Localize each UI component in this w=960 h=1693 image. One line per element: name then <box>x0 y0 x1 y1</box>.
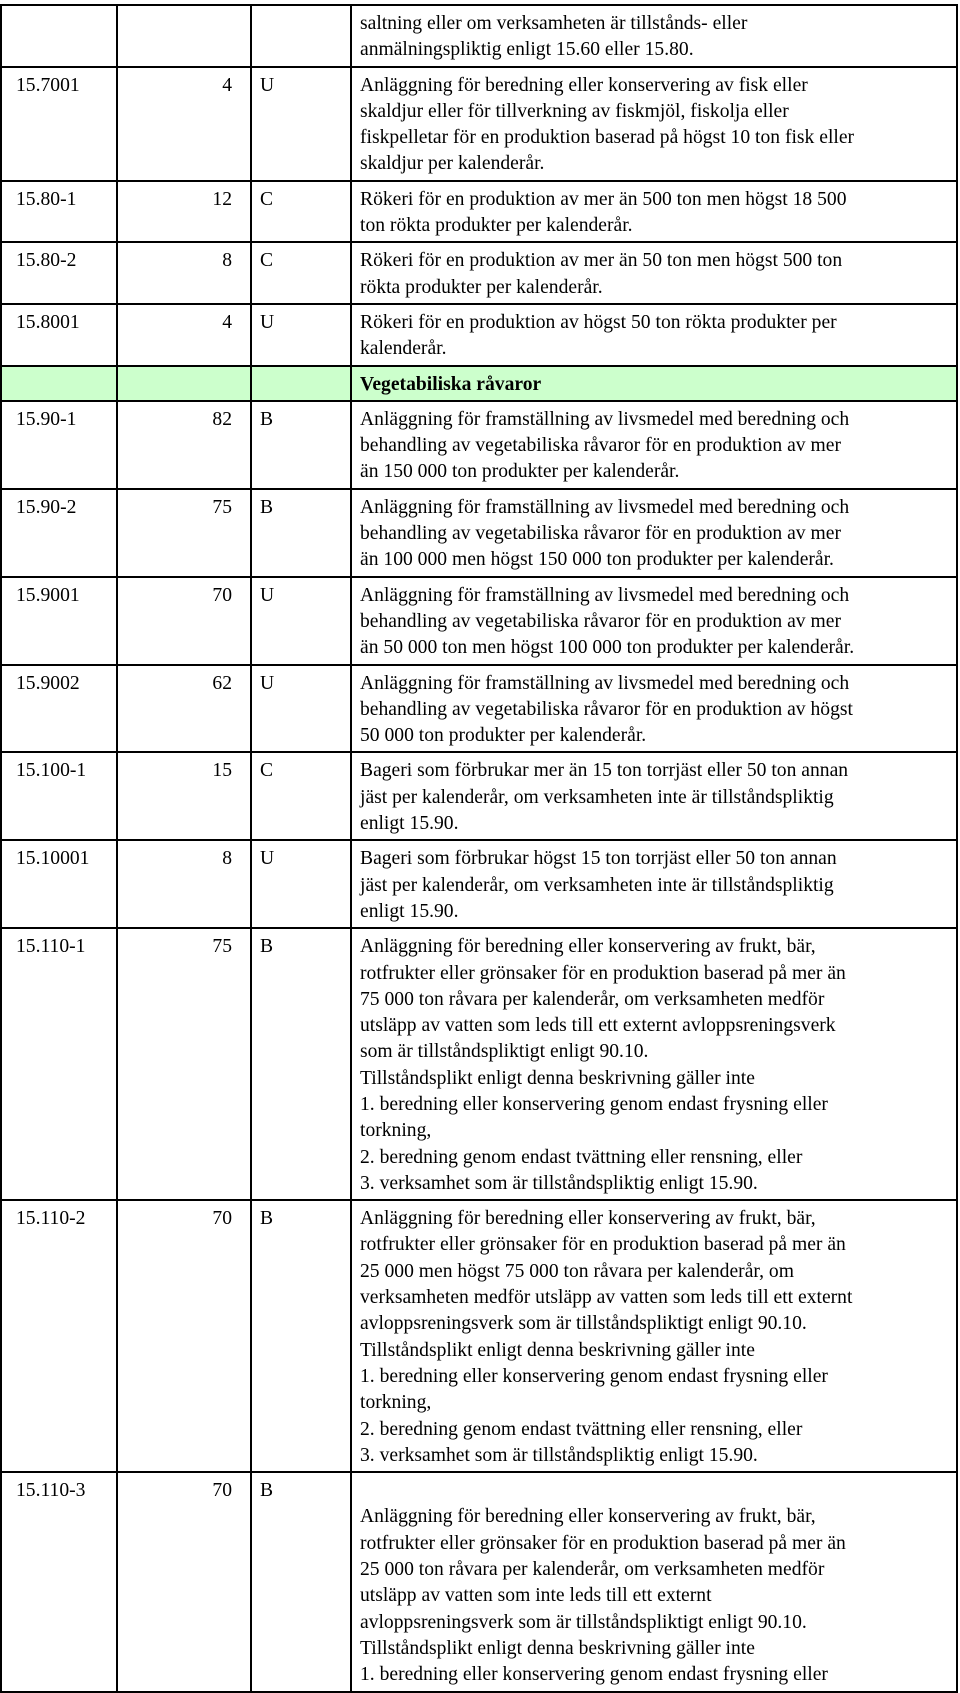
activity-number: 75 <box>117 489 251 577</box>
table-row <box>1 577 957 665</box>
activity-number: 4 <box>117 67 251 181</box>
activity-number: 82 <box>117 401 251 489</box>
activity-class: B <box>251 928 351 1200</box>
table-row <box>1 181 957 243</box>
activity-number: 75 <box>117 928 251 1200</box>
table-row <box>1 5 957 67</box>
table-row <box>1 304 957 366</box>
activity-class: U <box>251 577 351 665</box>
table-row <box>1 401 957 489</box>
activity-description: Anläggning för beredning eller konservering av frukt, bär, rotfrukter eller grönsaker för en produktion baserad på mer än 25 000 men högst 75 000 ton råvara per kalenderår, om verksamheten medför utsläpp av vatten som leds till ett externt avloppsreningsverk som är tillståndspliktigt enligt 90.10. Tillståndsplikt enligt denna beskrivning gäller inte 1. beredning eller konservering genom endast frysning eller torkning, 2. beredning genom endast tvättning eller rensning, eller 3. verksamhet som är tillståndspliktig enligt 15.90. <box>351 1200 957 1472</box>
table-row <box>1 928 957 1200</box>
activity-class: B <box>251 1200 351 1472</box>
section-row <box>1 366 957 401</box>
activity-number: 15 <box>117 752 251 840</box>
activity-description: saltning eller om verksamheten är tillstånds- eller anmälningspliktig enligt 15.60 eller 15.80. <box>351 5 957 67</box>
activity-class: B <box>251 489 351 577</box>
activity-description: Rökeri för en produktion av högst 50 ton rökta produkter per kalenderår. <box>351 304 957 366</box>
table-row <box>1 665 957 753</box>
activity-description: Bageri som förbrukar högst 15 ton torrjäst eller 50 ton annan jäst per kalenderår, om verksamheten inte är tillståndspliktig enligt 15.90. <box>351 840 957 928</box>
table-row <box>1 489 957 577</box>
activity-code: 15.110-2 <box>1 1200 117 1472</box>
activity-description: Anläggning för beredning eller konservering av frukt, bär, rotfrukter eller grönsaker för en produktion baserad på mer än 25 000 ton råvara per kalenderår, om verksamheten medför utsläpp av vatten som inte leds till ett externt avloppsreningsverk som är tillståndspliktigt enligt 90.10. Tillståndsplikt enligt denna beskrivning gäller inte 1. beredning eller konservering genom endast frysning eller <box>351 1472 957 1691</box>
activity-number: 12 <box>117 181 251 243</box>
activity-code: 15.80-1 <box>1 181 117 243</box>
activity-class: C <box>251 181 351 243</box>
activity-number: 70 <box>117 1200 251 1472</box>
activity-code: 15.110-1 <box>1 928 117 1200</box>
activity-description: Anläggning för framställning av livsmedel med beredning och behandling av vegetabiliska råvaror för en produktion av mer än 100 000 men högst 150 000 ton produkter per kalenderår. <box>351 489 957 577</box>
activity-class: B <box>251 401 351 489</box>
activity-code: 15.7001 <box>1 67 117 181</box>
activity-code: 15.100-1 <box>1 752 117 840</box>
activity-code: 15.10001 <box>1 840 117 928</box>
table-row <box>1 67 957 181</box>
activity-class: U <box>251 665 351 753</box>
activity-class <box>251 5 351 67</box>
activity-code <box>1 5 117 67</box>
table-row <box>1 242 957 304</box>
activity-class: B <box>251 1472 351 1691</box>
activity-class: U <box>251 67 351 181</box>
activity-class: U <box>251 304 351 366</box>
activity-description: Anläggning för framställning av livsmedel med beredning och behandling av vegetabiliska råvaror för en produktion av mer än 50 000 ton men högst 100 000 ton produkter per kalenderår. <box>351 577 957 665</box>
section-empty-cell <box>251 366 351 401</box>
activity-table <box>0 4 958 1693</box>
activity-number: 4 <box>117 304 251 366</box>
activity-code: 15.80-2 <box>1 242 117 304</box>
activity-number: 8 <box>117 242 251 304</box>
table-row <box>1 752 957 840</box>
activity-code: 15.9002 <box>1 665 117 753</box>
activity-code: 15.8001 <box>1 304 117 366</box>
activity-code: 15.110-3 <box>1 1472 117 1691</box>
table-row <box>1 1200 957 1472</box>
activity-code: 15.90-2 <box>1 489 117 577</box>
activity-description: Bageri som förbrukar mer än 15 ton torrjäst eller 50 ton annan jäst per kalenderår, om verksamheten inte är tillståndspliktig enligt 15.90. <box>351 752 957 840</box>
section-title: Vegetabiliska råvaror <box>351 366 957 401</box>
activity-class: C <box>251 752 351 840</box>
activity-code: 15.90-1 <box>1 401 117 489</box>
activity-description: Anläggning för framställning av livsmedel med beredning och behandling av vegetabiliska råvaror för en produktion av mer än 150 000 ton produkter per kalenderår. <box>351 401 957 489</box>
activity-number: 62 <box>117 665 251 753</box>
table-row <box>1 840 957 928</box>
activity-number <box>117 5 251 67</box>
activity-class: C <box>251 242 351 304</box>
table-row <box>1 1472 957 1691</box>
activity-number: 70 <box>117 577 251 665</box>
activity-description: Anläggning för framställning av livsmedel med beredning och behandling av vegetabiliska råvaror för en produktion av högst 50 000 ton produkter per kalenderår. <box>351 665 957 753</box>
activity-description: Rökeri för en produktion av mer än 50 ton men högst 500 ton rökta produkter per kalenderår. <box>351 242 957 304</box>
section-empty-cell <box>1 366 117 401</box>
activity-description: Anläggning för beredning eller konservering av fisk eller skaldjur eller för tillverkning av fiskmjöl, fiskolja eller fiskpelletar för en produktion baserad på högst 10 ton fisk eller skaldjur per kalenderår. <box>351 67 957 181</box>
activity-number: 70 <box>117 1472 251 1691</box>
activity-description: Anläggning för beredning eller konservering av frukt, bär, rotfrukter eller grönsaker för en produktion baserad på mer än 75 000 ton råvara per kalenderår, om verksamheten medför utsläpp av vatten som leds till ett externt avloppsreningsverk som är tillståndspliktigt enligt 90.10. Tillståndsplikt enligt denna beskrivning gäller inte 1. beredning eller konservering genom endast frysning eller torkning, 2. beredning genom endast tvättning eller rensning, eller 3. verksamhet som är tillståndspliktig enligt 15.90. <box>351 928 957 1200</box>
activity-number: 8 <box>117 840 251 928</box>
activity-code: 15.9001 <box>1 577 117 665</box>
activity-class: U <box>251 840 351 928</box>
section-empty-cell <box>117 366 251 401</box>
activity-description: Rökeri för en produktion av mer än 500 ton men högst 18 500 ton rökta produkter per kalenderår. <box>351 181 957 243</box>
